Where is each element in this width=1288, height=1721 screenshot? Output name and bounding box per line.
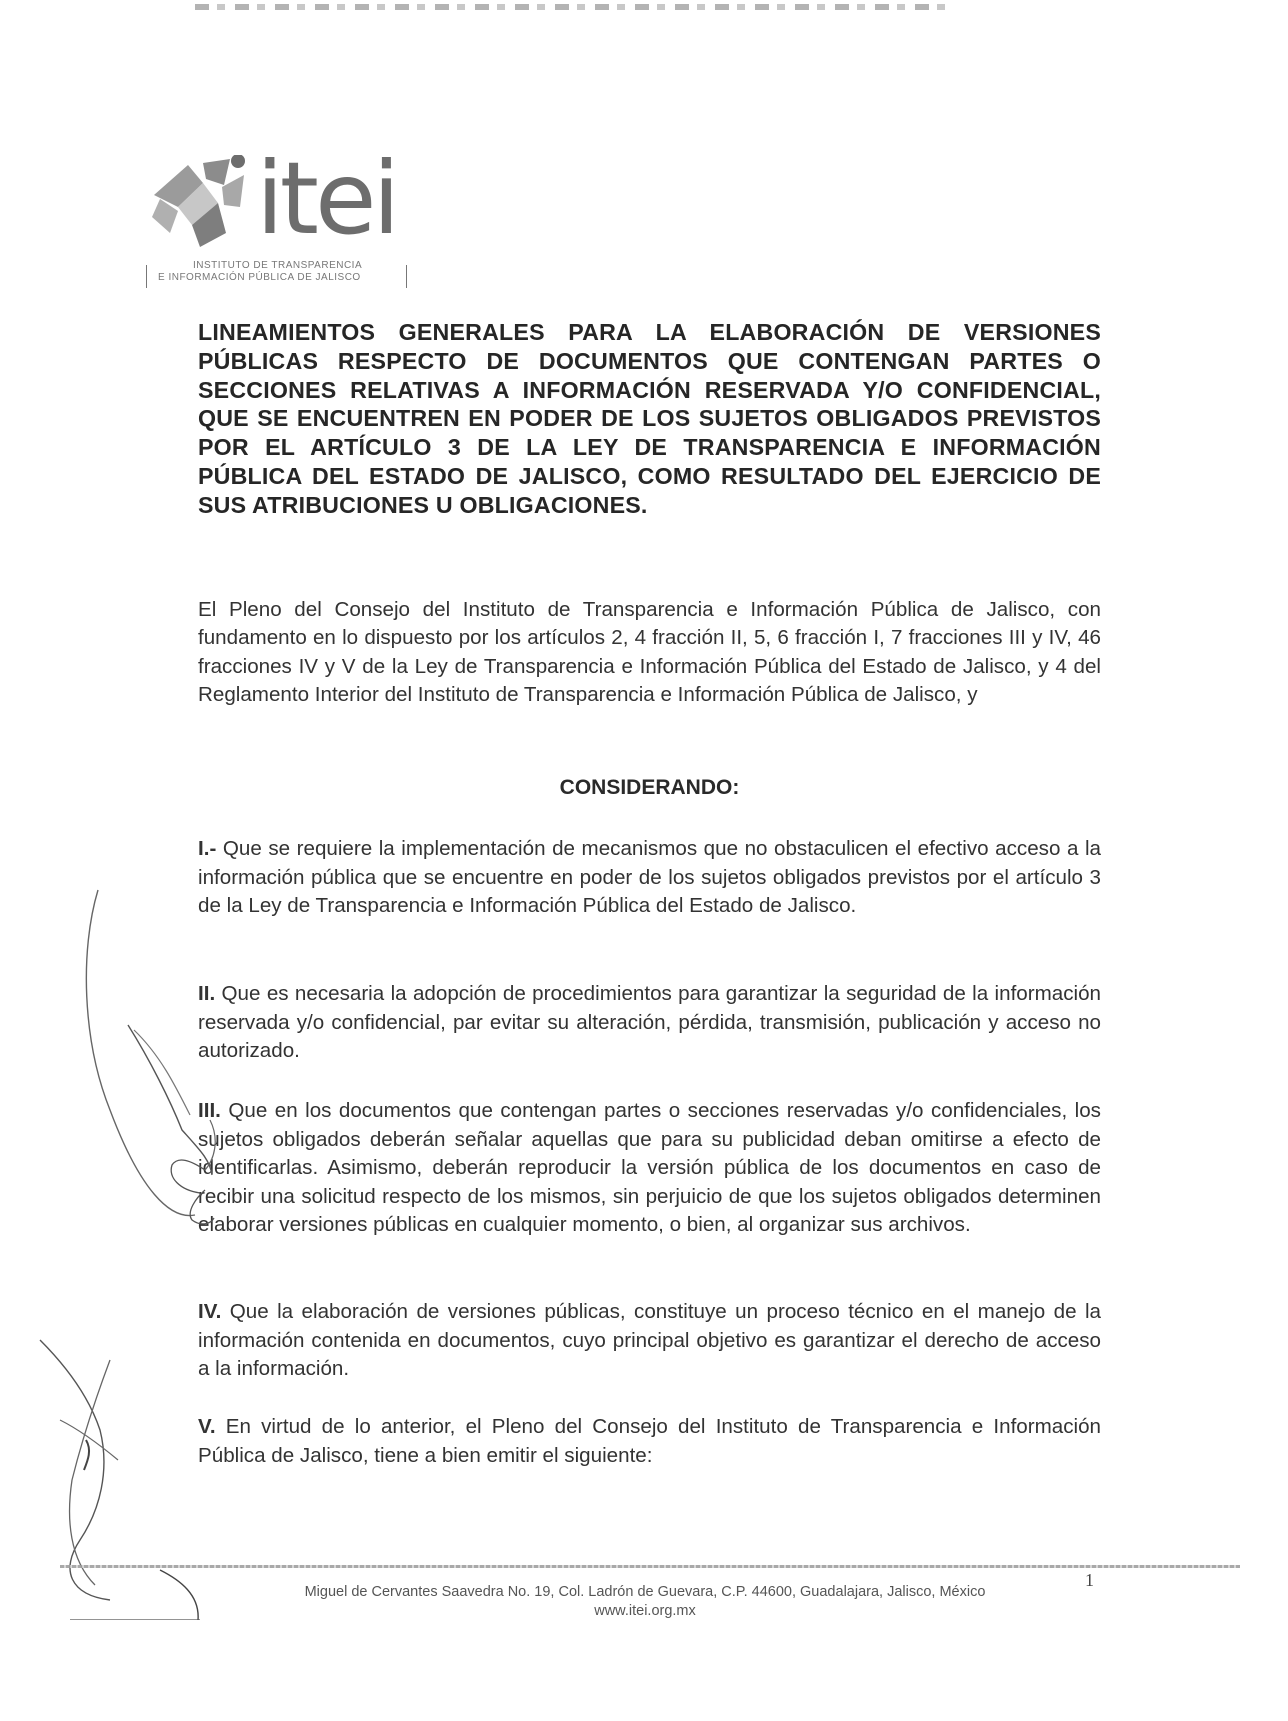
paragraph-text: Que en los documentos que contengan partes o secciones reservadas y/o confidenciales, los sujetos obligados deberán señalar aquellas que para su publicidad deban omitirse a efecto de identificarlas. Asimismo, deberán reproducir la versión pública de los documentos en caso de recibir una solicitud respecto de los mismos, sin perjuicio de que los sujetos obligados determinen elaborar versiones públicas en cualquier momento, o bien, al organizar sus archivos.: [198, 1099, 1101, 1236]
intro-paragraph: El Pleno del Consejo del Instituto de Transparencia e Información Pública de Jalisco, con fundamento en lo dispuesto por los artículos 2, 4 fracción II, 5, 6 fracción I, 7 fracciones III y IV, 46 fracciones IV y V de la Ley de Transparencia e Información Pública del Estado de Jalisco, y 4 del Reglamento Interior del Instituto de Transparencia e Información Pública de Jalisco, y: [198, 597, 1101, 707]
page-number: 1: [1085, 1570, 1094, 1590]
itei-emblem-icon: [148, 155, 258, 255]
handwritten-signature: [0, 860, 260, 1260]
paragraph-text: Que se requiere la implementación de mecanismos que no obstaculicen el efectivo acceso a la información pública que se encuentre en poder de los sujetos obligados previstos por el artículo 3 de la Ley de Transparencia e Información Pública del Estado de Jalisco.: [198, 837, 1101, 917]
footer-divider: [60, 1565, 1240, 1568]
logo-wordmark: itei: [256, 140, 397, 257]
paragraph-text: Que la elaboración de versiones públicas, constituye un proceso técnico en el manejo de la información contenida en documentos, cuyo principal objetivo es garantizar el derecho de acceso a la información.: [198, 1300, 1101, 1380]
scan-artifact: [195, 4, 955, 10]
considerando-paragraph: [198, 1413, 1101, 1470]
footer: [150, 1583, 1140, 1621]
considerando-paragraph: [198, 835, 1101, 921]
paragraph-text: Que es necesaria la adopción de procedimientos para garantizar la seguridad de la información reservada y/o confidencial, par evitar su alteración, pérdida, transmisión, publicación y acceso no autorizado.: [198, 982, 1101, 1062]
paragraph-number: IV.: [198, 1300, 222, 1323]
logo-subtitle: [158, 260, 558, 284]
footer-address: Miguel de Cervantes Saavedra No. 19, Col. Ladrón de Guevara, C.P. 44600, Guadalajara, Jalisco, México: [304, 1584, 986, 1600]
handwritten-initials: [0, 1320, 230, 1620]
document-title: LINEAMIENTOS GENERALES PARA LA ELABORACIÓN DE VERSIONES PÚBLICAS RESPECTO DE DOCUMENTOS QUE CONTENGAN PARTES O SECCIONES RELATIVAS A INFORMACIÓN RESERVADA Y/O CONFIDENCIAL, QUE SE ENCUENTREN EN PODER DE LOS SUJETOS OBLIGADOS PREVISTOS POR EL ARTÍCULO 3 DE LA LEY DE TRANSPARENCIA E INFORMACIÓN PÚBLICA DEL ESTADO DE JALISCO, COMO RESULTADO DEL EJERCICIO DE SUS ATRIBUCIONES U OBLIGACIONES.: [198, 319, 1101, 518]
considerando-paragraph: [198, 1298, 1101, 1384]
itei-logo: [148, 140, 438, 290]
considerando-paragraph: [198, 1097, 1101, 1240]
logo-line1: INSTITUTO DE TRANSPARENCIA: [193, 260, 363, 271]
section-heading: CONSIDERANDO:: [559, 776, 740, 799]
footer-website: www.itei.org.mx: [594, 1603, 696, 1619]
logo-divider-right: [406, 265, 407, 288]
paragraph-number: III.: [198, 1099, 221, 1122]
paragraph-number: V.: [198, 1415, 216, 1438]
considerando-paragraph: [198, 980, 1101, 1066]
paragraph-number: I.-: [198, 837, 217, 860]
paragraph-number: II.: [198, 982, 216, 1005]
logo-divider-left: [146, 265, 147, 288]
paragraph-text: En virtud de lo anterior, el Pleno del Consejo del Instituto de Transparencia e Información Pública de Jalisco, tiene a bien emitir el siguiente:: [198, 1415, 1101, 1467]
logo-line2: E INFORMACIÓN PÚBLICA DE JALISCO: [158, 272, 361, 283]
